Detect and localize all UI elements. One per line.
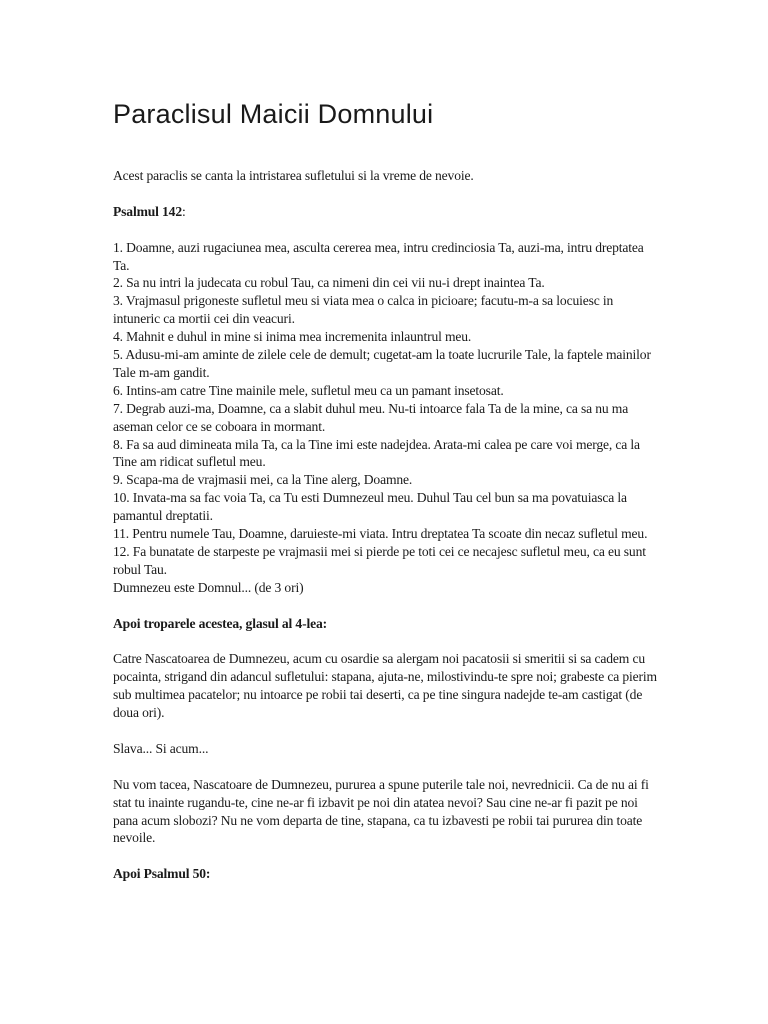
psalm-verse: 7. Degrab auzi-ma, Doamne, ca a slabit duhul meu. Nu-ti intoarce fala Ta de la mine, ca sa nu ma aseman celor ce se coboara in mormant. [113, 400, 629, 434]
troparia-heading: Apoi troparele acestea, glasul al 4-lea: [113, 615, 327, 631]
psalm-verse: 9. Scapa-ma de vrajmasii mei, ca la Tine alerg, Doamne. [113, 472, 413, 488]
psalm-50-heading: Apoi Psalmul 50: [113, 866, 211, 882]
document-body [113, 167, 661, 883]
psalm-verse: 3. Vrajmasul prigoneste sufletul meu si viata mea o calca in picioare; facutu-m-a sa locuiesc in intuneric ca mortii cei din veacuri. [113, 293, 614, 327]
psalm-142-heading-text: Psalmul 142 [113, 203, 182, 219]
psalm-verse: 1. Doamne, auzi rugaciunea mea, asculta cererea mea, intru credinciosia Ta, auzi-ma, intru dreptatea Ta. [113, 239, 644, 273]
slava-line: Slava... Si acum... [113, 740, 209, 756]
psalm-verse: 4. Mahnit e duhul in mine si inima mea incremenita inlauntrul meu. [113, 329, 472, 345]
psalm-142-heading-colon: : [181, 203, 186, 219]
psalm-142-verses [113, 239, 661, 597]
psalm-verse: 6. Intins-am catre Tine mainile mele, sufletul meu ca un pamant insetosat. [113, 382, 504, 398]
psalm-verse: 5. Adusu-mi-am aminte de zilele cele de demult; cugetat-am la toate lucrurile Tale, la faptele mainilor Tale m-am gandit. [113, 347, 651, 380]
psalm-verse: 2. Sa nu intri la judecata cu robul Tau, ca nimeni din cei vii nu-i drept inaintea Ta. [113, 275, 545, 291]
intro-paragraph: Acest paraclis se canta la intristarea sufletului si la vreme de nevoie. [113, 168, 474, 183]
psalm-verse: Dumnezeu este Domnul... (de 3 ori) [113, 579, 304, 595]
psalm-verse: 12. Fa bunatate de starpeste pe vrajmasii mei si pierde pe toti cei ce necajesc sufletul meu, ca eu sunt robul Tau. [113, 544, 646, 577]
psalm-verse: 10. Invata-ma sa fac voia Ta, ca Tu esti Dumnezeul meu. Duhul Tau cel bun sa ma povatuiasca la pamantul dreptatii. [113, 490, 627, 524]
psalm-verse: 11. Pentru numele Tau, Doamne, daruieste-mi viata. Intru dreptatea Ta scoate din necaz sufletul meu. [113, 526, 648, 542]
troparion-paragraph-1: Catre Nascatoarea de Dumnezeu, acum cu osardie sa alergam noi pacatosii si smeritii si sa cadem cu pocainta, strigand din adancul sufletului: stapana, ajuta-ne, milostivindu-te spre noi; grabeste ca pierim sub multimea pacatelor; nu intoarce pe robii tai deserti, ca pe tine singura nadejde te-am castigat (de doua ori). [113, 651, 657, 721]
page-title: Paraclisul Maicii Domnului [113, 99, 434, 129]
psalm-142-heading [113, 203, 661, 221]
troparion-paragraph-2: Nu vom tacea, Nascatoare de Dumnezeu, pururea a spune puterile tale noi, nevrednicii. Ca de nu ai fi stat tu inainte rugandu-te, cine ne-ar fi izbavit pe noi din atatea nevoi? Sau cine ne-ar fi pazit pe noi pana acum slobozi? Nu ne vom departa de tine, stapana, ca tu izbavesti pe robii tai pururea din toate nevoile. [113, 776, 649, 846]
psalm-verse: 8. Fa sa aud dimineata mila Ta, ca la Tine imi este nadejdea. Arata-mi calea pe care voi merge, ca la Tine am ridicat sufletul meu. [113, 436, 640, 470]
